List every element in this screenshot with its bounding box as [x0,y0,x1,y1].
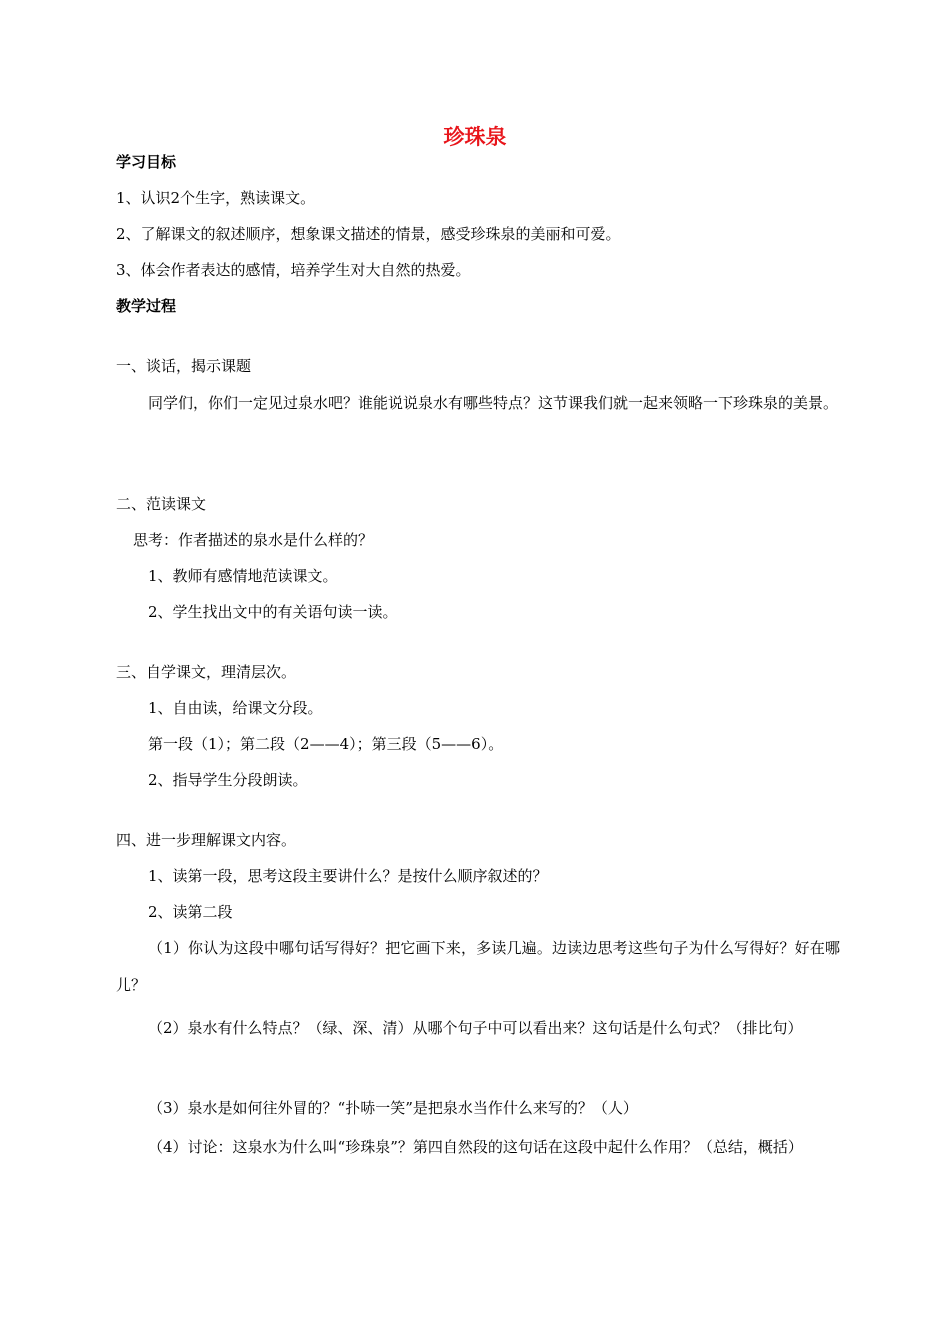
section-3-item: 2、指导学生分段朗读。 [148,771,308,789]
section-2-think: 思考：作者描述的泉水是什么样的？ [133,531,374,549]
section-3-item: 第一段（1）；第二段（2——4）；第三段（5——6）。 [148,735,504,753]
section-2-heading: 二、范读课文 [116,495,207,513]
section-2-item: 2、学生找出文中的有关语句读一读。 [148,603,398,621]
section-3-heading: 三、自学课文，理清层次。 [116,663,297,681]
section-4-paragraph: （2）泉水有什么特点？（绿、深、清）从哪个句子中可以看出来？这句话是什么句式？（排比句） [148,1019,803,1037]
section-4-paragraph: （1）你认为这段中哪句话写得好？把它画下来，多读几遍。边读边思考这些句子为什么写得好？好在哪儿？ [116,939,840,994]
section-4-item: 2、读第二段 [148,903,233,921]
goal-item: 2、了解课文的叙述顺序，想象课文描述的情景，感受珍珠泉的美丽和可爱。 [116,225,621,243]
goal-item: 1、认识2个生字，熟读课文。 [116,189,316,207]
section-2-item: 1、教师有感情地范读课文。 [148,567,338,585]
section-4-heading: 四、进一步理解课文内容。 [116,831,297,849]
section-4-paragraph: （4）讨论：这泉水为什么叫“珍珠泉”？第四自然段的这句话在这段中起什么作用？（总结，概括） [148,1138,803,1156]
section-1-heading: 一、谈话，揭示课题 [116,357,252,375]
section-3-item: 1、自由读，给课文分段。 [148,699,323,717]
goal-item: 3、体会作者表达的感情，培养学生对大自然的热爱。 [116,261,471,279]
section-4-item: 1、读第一段，思考这段主要讲什么？是按什么顺序叙述的？ [148,867,548,885]
section-1-paragraph: 同学们，你们一定见过泉水吧？谁能说说泉水有哪些特点？这节课我们就一起来领略一下珍珠泉的美景。 [148,394,839,412]
process-heading: 教学过程 [116,297,177,315]
goals-heading: 学习目标 [116,153,177,171]
section-4-paragraph: （3）泉水是如何往外冒的？“扑哧一笑”是把泉水当作什么来写的？（人） [148,1099,638,1117]
document-title: 珍珠泉 [443,125,507,149]
